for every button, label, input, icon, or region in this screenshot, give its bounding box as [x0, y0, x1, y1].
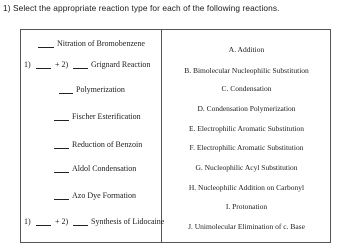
reaction-row: [21, 190, 161, 202]
reaction-type-option: E. Electrophilic Aromatic Substitution: [189, 124, 304, 133]
answer-blank[interactable]: [54, 172, 69, 173]
answer-blank[interactable]: [54, 148, 69, 149]
answer-blank[interactable]: [73, 225, 88, 226]
reaction-label: Reduction of Benzoin: [72, 140, 143, 149]
reaction-label: Grignard Reaction: [91, 60, 151, 69]
step-separator: + 2): [55, 217, 69, 226]
reaction-type-option: F. Electrophilic Aromatic Substitution: [189, 143, 304, 152]
reaction-row: [21, 59, 161, 71]
answer-blank[interactable]: [38, 47, 54, 48]
reaction-label: Aldol Condensation: [72, 164, 137, 173]
reaction-row: [21, 38, 161, 50]
reaction-type-option: D. Condensation Polymerization: [197, 104, 296, 113]
reaction-label: Synthesis of Lidocaine: [91, 217, 165, 226]
reaction-type-option: H. Nucleophilic Addition on Carbonyl: [188, 183, 305, 192]
reaction-row: [21, 111, 161, 123]
answer-blank[interactable]: [73, 68, 88, 69]
reaction-row: [21, 84, 161, 96]
reaction-row: [21, 139, 161, 151]
reaction-row: [21, 216, 165, 228]
matching-table: [20, 29, 331, 243]
instruction-text: 1) Select the appropriate reaction type for each of the following reactions.: [3, 3, 280, 13]
reaction-row: [21, 163, 161, 175]
reaction-type-option: B. Bimolecular Nucleophilic Substitution: [184, 66, 309, 75]
step-prefix: 1): [24, 60, 31, 69]
reaction-type-option: J. Unimolecular Elimination of c. Base: [188, 222, 305, 231]
reaction-type-option: C. Condensation: [221, 84, 272, 93]
reaction-label: Fischer Esterification: [72, 112, 141, 121]
reaction-label: Azo Dye Formation: [72, 191, 136, 200]
step-prefix: 1): [24, 217, 31, 226]
answer-blank[interactable]: [36, 225, 51, 226]
reaction-label: Polymerization: [76, 85, 125, 94]
reaction-type-option: I. Protonation: [225, 202, 268, 211]
answer-blank[interactable]: [54, 120, 69, 121]
answer-blank[interactable]: [54, 199, 69, 200]
step-separator: + 2): [55, 60, 69, 69]
reaction-type-option: G. Nucleophilic Acyl Substitution: [195, 163, 298, 172]
reaction-label: Nitration of Bromobenzene: [57, 39, 145, 48]
answer-blank[interactable]: [59, 93, 73, 94]
answer-blank[interactable]: [36, 68, 51, 69]
reaction-type-option: A. Addition: [228, 45, 265, 54]
